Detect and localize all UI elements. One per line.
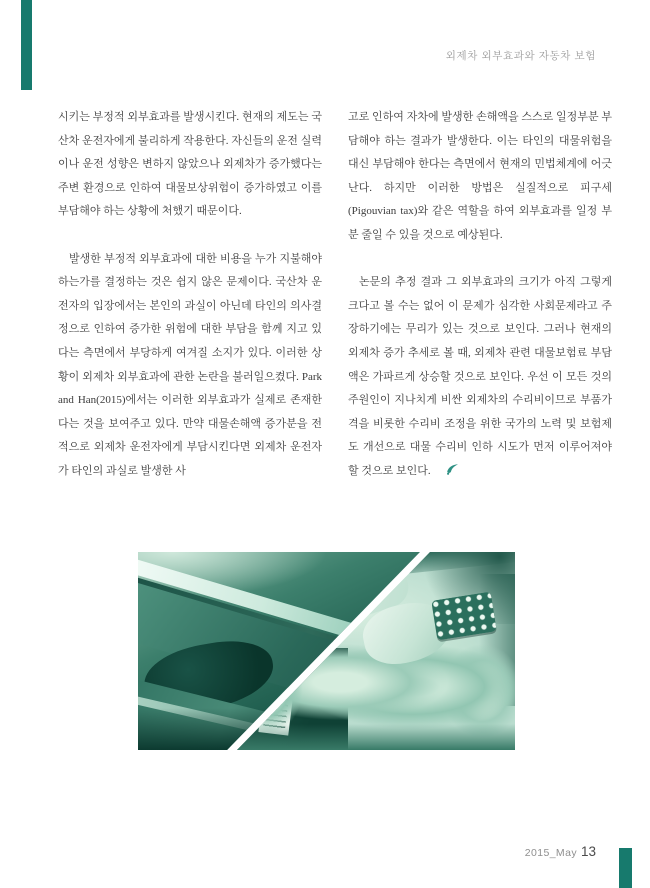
footer <box>525 843 596 861</box>
paragraph-text: 논문의 추정 결과 그 외부효과의 크기가 아직 그렇게 크다고 볼 수는 없어 이 문제가 심각한 사회문제라고 주장하기에는 무리가 있는 것으로 보인다. 그러나 현재의 외제차 증가 추세로 볼 때, 외제차 관련 대물보험료 부담액은 가파르게 상승할 것으로 보인다. 우선 이 모든 것의 주원인이 지나치게 비싼 외제차의 수리비이므로 부품가격을 비롯한 수리비 조정을 위한 국가의 노력 및 보험제도 개선으로 대물 수리비 인하 시도가 먼저 이루어져야 할 것으로 보인다. <box>348 276 612 477</box>
page-number: 13 <box>580 844 596 859</box>
paragraph: 고로 인하여 자차에 발생한 손해액을 스스로 일정부분 부담해야 하는 결과가 발생한다. 이는 타인의 대물위험을 대신 부담해야 한다는 측면에서 현재의 민법체계에 어긋난다. 하지만 이러한 방법은 실질적으로 피구세(Pigouvian tax)와 같은 역할을 하여 외부효과를 일정 부분 줄일 수 있을 것으로 예상된다. <box>348 111 612 241</box>
paragraph: 시키는 부정적 외부효과를 발생시킨다. 현재의 제도는 국산차 운전자에게 불리하게 작용한다. 자신들의 운전 실력이나 운전 성향은 변하지 않았으나 외제차가 증가했다는 주변 환경으로 인하여 대물보상위험이 증가하였고 이를 부담해야 하는 상황에 처했기 때문이다. <box>58 111 322 218</box>
photo-montage <box>138 552 515 750</box>
paragraph <box>348 271 612 484</box>
right-column <box>348 106 612 485</box>
running-head: 외제차 외부효과와 자동차 보험 <box>445 50 596 62</box>
accent-bar-top-left <box>21 0 32 90</box>
paragraph: 발생한 부정적 외부효과에 대한 비용을 누가 지불해야 하는가를 결정하는 것은 쉽지 않은 문제이다. 국산차 운전자의 입장에서는 본인의 과실이 아닌데 타인의 의사결정으로 인하여 증가한 위험에 대한 부담을 함께 지고 있다는 측면에서 부당하게 여겨질 소지가 있다. 이러한 상황이 외제차 외부효과에 관한 논란을 불러일으켰다. Park and Han(2015)에서는 이러한 외부효과가 실제로 존재한다는 것을 보여주고 있다. 만약 대물손해액 증가분을 전적으로 외제차 운전자에게 부담시킨다면 외제차 운전자가 타인의 과실로 발생한 사 <box>58 252 322 477</box>
issue-label: 2015_May <box>524 847 577 859</box>
photo-detail <box>233 724 515 750</box>
left-column <box>58 106 322 485</box>
article-body <box>58 106 612 485</box>
accent-bar-bottom-right <box>619 848 632 888</box>
article-end-icon <box>435 461 459 485</box>
